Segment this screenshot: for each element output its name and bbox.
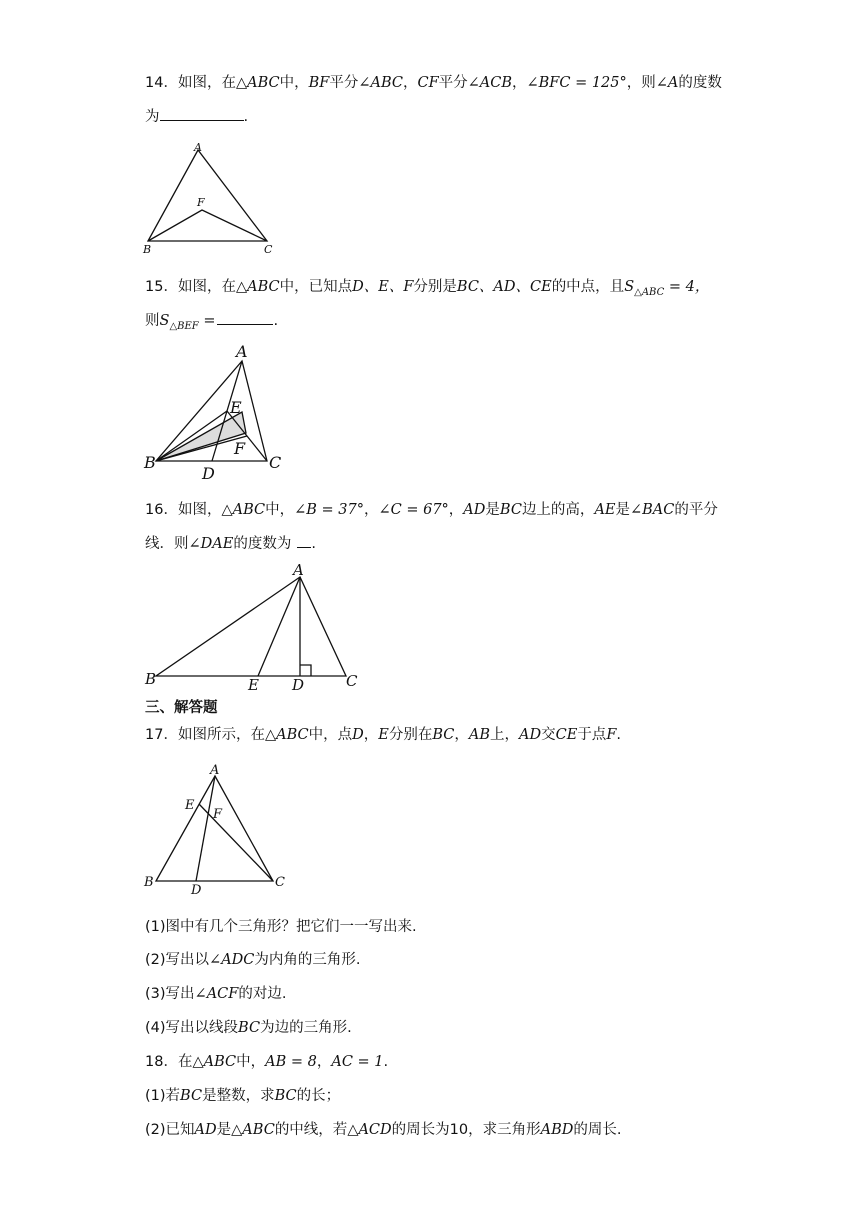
q16-text: 如图， (177, 502, 222, 518)
q14-angle: ∠ACB (467, 75, 512, 91)
q16-figure (140, 560, 370, 695)
q17-sub1: (1)图中有几个三角形？把它们一一写出来. (145, 919, 417, 935)
q15-area-symbol: S (624, 279, 635, 295)
q17-text: 分别在 (388, 727, 433, 743)
q14-text: 中， (279, 75, 309, 91)
q16-triangle: △ABC (221, 502, 266, 518)
q15-line2 (145, 310, 278, 337)
q15-text: . (273, 313, 279, 329)
q16-text: 中， (265, 502, 295, 518)
q17-text: 的对边. (238, 986, 287, 1002)
q18-text: 的周长为 (391, 1122, 450, 1138)
q18-number: 18． (145, 1054, 178, 1070)
q16-angle: ∠BAC (630, 502, 675, 518)
q17-line1 (145, 725, 621, 745)
q15-text: 中，已知点 (279, 279, 353, 295)
q15-area-symbol: S (159, 313, 170, 329)
q17-point: F (606, 727, 617, 743)
q16-segment: AD (463, 502, 486, 518)
q14-text: 为 (145, 109, 160, 125)
q16-label-c: C (346, 672, 358, 690)
q18-side-ac: AC = 1 (331, 1054, 384, 1070)
q14-segment: CF (417, 75, 439, 91)
q16-text: ， (448, 502, 464, 518)
q17-text: 中，点 (308, 727, 353, 743)
q16-label-d: D (292, 676, 305, 694)
q16-text: 边上的高， (521, 502, 595, 518)
q14-triangle: △ABC (235, 75, 280, 91)
q16-answer-blank[interactable] (297, 533, 311, 548)
q17-number: 17． (145, 727, 178, 743)
q16-text: . (311, 536, 316, 552)
q18-text: 的中线，若 (274, 1122, 348, 1138)
q17-text: . (616, 727, 621, 743)
q14-line2 (145, 106, 248, 127)
q14-angle: ∠ABC (358, 75, 403, 91)
q16-angle: ∠DAE (188, 536, 234, 552)
q16-label-a: A (293, 561, 304, 579)
q17-label-e: E (185, 798, 195, 813)
q17-text: 上， (490, 727, 520, 743)
q18-segment: AD (194, 1122, 217, 1138)
q15-label-f: F (234, 439, 246, 458)
q17-text: 于点 (577, 727, 607, 743)
q18-segment: BC (180, 1088, 203, 1104)
q18-text: 是 (216, 1122, 232, 1138)
q14-text: 平分 (438, 75, 468, 91)
q14-text: 如图，在 (177, 75, 236, 91)
q18-text: ， (316, 1054, 332, 1070)
q15-segments: BC、AD、CE (456, 279, 552, 295)
q18-text: 中， (236, 1054, 266, 1070)
q14-text: 平分 (329, 75, 359, 91)
q14-figure (140, 138, 280, 258)
q18-text: 的长； (296, 1088, 341, 1104)
q18-text: ，求三角形 (468, 1122, 541, 1138)
q16-text: 线．则 (145, 536, 189, 552)
q18-triangle: △ABC (192, 1054, 237, 1070)
q17-label-c: C (275, 875, 285, 890)
q14-label-b: B (143, 243, 152, 256)
q17-text: 交 (541, 727, 556, 743)
q15-label-c: C (269, 453, 282, 472)
q17-text: (4)写出以线段 (145, 1020, 239, 1036)
q16-text: 的平分 (674, 502, 718, 518)
q17-segment: AB (468, 727, 491, 743)
q17-text: (2)写出以 (145, 952, 210, 968)
q17-triangle-abc (156, 776, 273, 881)
q15-answer-blank[interactable] (217, 310, 273, 325)
q18-text: . (383, 1054, 389, 1070)
q17-segment: AD (519, 727, 542, 743)
q15-text: 的中点，且 (551, 279, 625, 295)
q16-angle-c: ∠C = 67° (378, 502, 449, 518)
q14-text: . (243, 109, 249, 125)
q15-number: 15． (145, 279, 178, 295)
q14-text: ，则 (626, 75, 656, 91)
q17-segment: CE (555, 727, 578, 743)
q15-text: 分别是 (413, 279, 457, 295)
q17-triangle: △ABC (264, 727, 309, 743)
q17-label-d: D (191, 883, 202, 898)
q17-sub4 (145, 1018, 352, 1038)
q14-triangle-abc (148, 150, 267, 241)
q16-segment: AE (594, 502, 616, 518)
q17-point: E (378, 727, 389, 743)
q14-text: 的度数 (678, 75, 722, 91)
q18-sub2 (145, 1120, 621, 1140)
q18-triangle: △ABC (231, 1122, 275, 1138)
q15-triangle: △ABC (235, 279, 280, 295)
q14-segment: BF (308, 75, 330, 91)
q15-label-d: D (202, 464, 215, 483)
section-heading: 三、解答题 (145, 700, 218, 716)
q16-text: 是 (485, 502, 500, 518)
q18-perimeter-value: 10 (449, 1122, 469, 1138)
q14-angle-value: ∠BFC = 125° (526, 75, 627, 91)
q17-label-a: A (210, 763, 220, 778)
q18-text: (1)若 (145, 1088, 181, 1104)
q17-label-f: F (213, 807, 223, 822)
q18-triangle: △ACD (347, 1122, 392, 1138)
q15-figure (140, 340, 290, 485)
q16-text: ， (363, 502, 379, 518)
q15-text: 如图，在 (177, 279, 236, 295)
q16-right-angle-mark (300, 665, 311, 676)
q14-number: 14． (145, 75, 178, 91)
q15-label-e: E (230, 398, 242, 417)
q14-bisectors (148, 210, 267, 241)
q15-area-subscript: △BEF (169, 320, 199, 332)
q15-area-subscript: △ABC (634, 286, 665, 298)
q15-text: 则 (145, 313, 160, 329)
q14-angle: ∠A (655, 75, 679, 91)
q17-text: 为边的三角形. (260, 1020, 352, 1036)
q16-text: 的度数为 (233, 536, 292, 552)
q16-angle-b: ∠B = 37° (294, 502, 364, 518)
q18-segment: BC (274, 1088, 297, 1104)
q14-text: ， (402, 75, 418, 91)
q18-text: (2)已知 (145, 1122, 195, 1138)
q17-text: ， (454, 727, 469, 743)
q14-line1 (145, 73, 722, 93)
q16-triangle-abc (156, 577, 346, 676)
q15-label-a: A (236, 342, 248, 361)
q17-figure (140, 758, 300, 898)
q14-label-f: F (197, 196, 205, 209)
q14-answer-blank[interactable] (160, 106, 244, 121)
q17-text: 为内角的三角形. (254, 952, 361, 968)
q18-triangle-name: ABD (540, 1122, 574, 1138)
q18-text: 在 (177, 1054, 193, 1070)
q18-line1 (145, 1052, 388, 1072)
q16-label-e: E (248, 676, 259, 694)
q14-label-c: C (264, 243, 273, 256)
q18-sub1 (145, 1086, 340, 1106)
q15-area-value: = 4， (664, 279, 710, 295)
q16-label-b: B (145, 670, 157, 688)
q17-sub2 (145, 950, 361, 970)
q17-angle: ∠ADC (209, 952, 255, 968)
q15-points: D、E、F (352, 279, 414, 295)
q15-line1 (145, 277, 709, 303)
q17-text: ， (363, 727, 379, 743)
q16-number: 16． (145, 502, 178, 518)
q14-text: ， (512, 75, 527, 91)
q15-label-b: B (144, 453, 156, 472)
q16-segment: BC (499, 502, 522, 518)
q17-segment: BC (432, 727, 455, 743)
q16-line2 (145, 533, 316, 554)
q17-point: D (352, 727, 364, 743)
q18-text: 是整数，求 (202, 1088, 275, 1104)
q18-side-ab: AB = 8 (265, 1054, 317, 1070)
q17-text: (3)写出 (145, 986, 195, 1002)
q17-angle: ∠ACF (194, 986, 239, 1002)
q17-segment-ce (199, 804, 273, 881)
q16-line1 (145, 500, 718, 520)
q18-text: 的周长. (573, 1122, 622, 1138)
q17-sub3 (145, 984, 286, 1004)
q16-text: 是 (615, 502, 630, 518)
q15-shaded-bef (156, 412, 246, 461)
q17-text: 如图所示，在 (177, 727, 265, 743)
q15-equals: = (198, 313, 216, 329)
q17-label-b: B (144, 875, 154, 890)
q14-label-a: A (194, 141, 202, 154)
q17-segment: BC (238, 1020, 261, 1036)
